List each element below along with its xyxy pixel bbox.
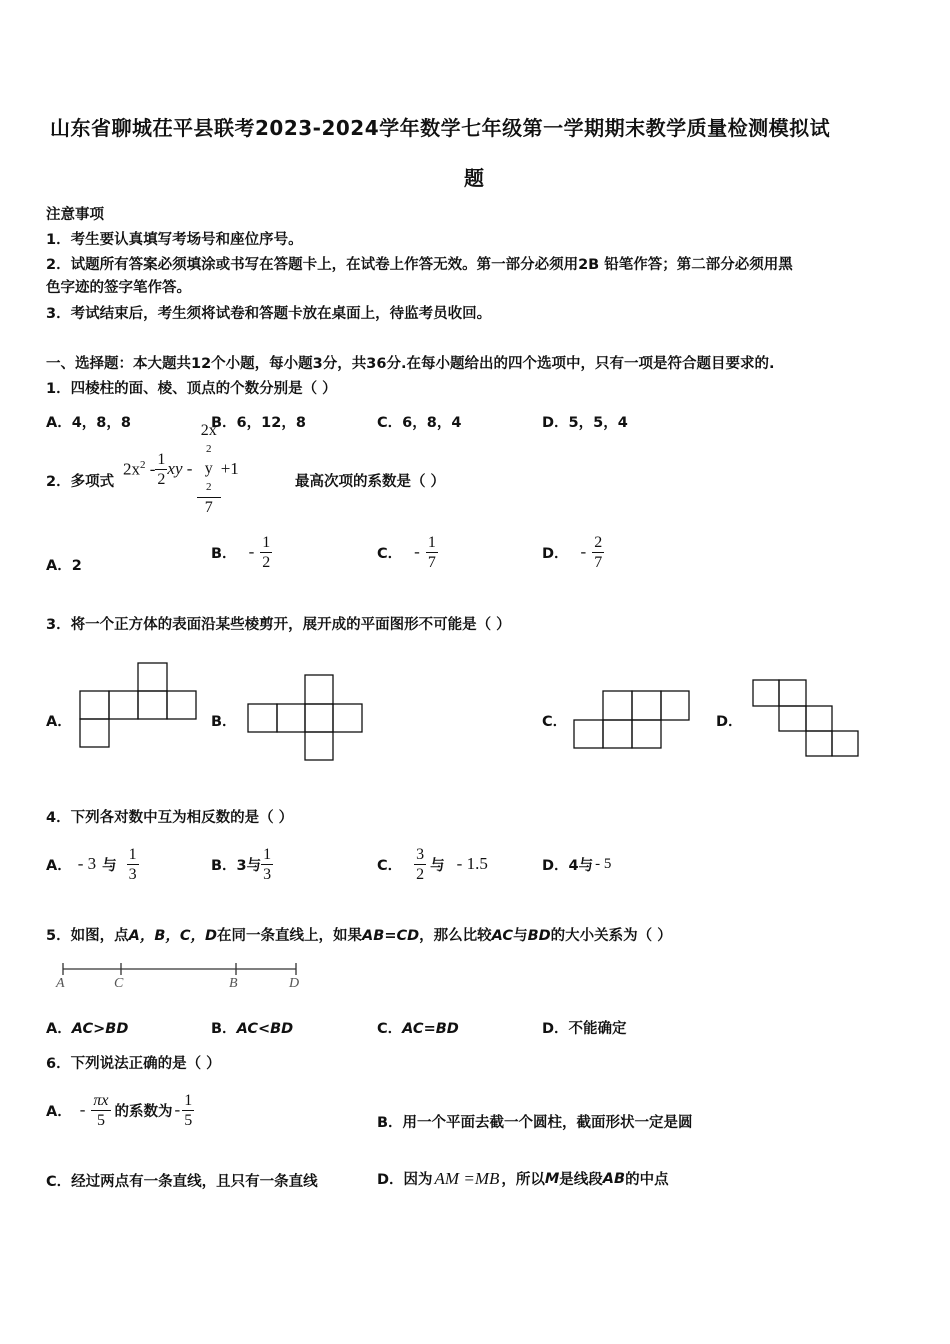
notice-heading: 注意事项 <box>46 207 104 223</box>
q2-option-c: C． - $\frac{1}{7}$ <box>377 533 436 571</box>
page-title-line1: 山东省聊城茌平县联考2023-2024学年数学七年级第一学期期末教学质量检测模拟试 <box>50 116 831 140</box>
q2-polynomial: $2x^2$ - $\frac{1}{2}$ xy - 2x 2 y 2 7 +1 <box>123 422 239 516</box>
q2-option-a: A．2 <box>46 558 82 574</box>
q6-option-d: D．因为 AM =MB ，所以 M 是线段 AB 的中点 <box>377 1168 669 1188</box>
label-a: A <box>56 976 65 991</box>
q4-stem: 4．下列各对数中互为相反数的是（ ） <box>46 810 294 826</box>
q6-option-b: B．用一个平面去截一个圆柱，截面形状一定是圆 <box>377 1115 693 1131</box>
q5-option-a: A．AC>BD <box>46 1021 129 1037</box>
q1-option-b: B．6，12，8 <box>211 415 306 431</box>
q5-option-d: D．不能确定 <box>542 1021 627 1037</box>
q4-option-a: A． - 3 与 $\frac{1}{3}$ <box>46 845 137 883</box>
q3-stem: 3．将一个正方体的表面沿某些棱剪开，展开成的平面图形不可能是（ ） <box>46 617 511 633</box>
q1-option-d: D．5，5，4 <box>542 415 628 431</box>
q4-option-c: C． $\frac{3}{2}$ 与 - 1.5 <box>377 845 488 883</box>
q3-option-c-label: C． <box>542 714 568 730</box>
q4-option-d: D．4与 - 5 <box>542 855 612 874</box>
q5-stem: 5．如图，点A，B，C，D在同一条直线上，如果AB=CD，那么比较AC与BD的大小关系为（ ） <box>46 928 672 944</box>
notice-item-1: 1．考生要认真填写考场号和座位序号。 <box>46 232 303 248</box>
q1-option-c: C．6，8，4 <box>377 415 462 431</box>
q2-option-d: D． - $\frac{2}{7}$ <box>542 533 603 571</box>
notice-item-2-cont: 色字迹的签字笔作答。 <box>46 280 191 296</box>
label-d: D <box>289 976 300 991</box>
q5-option-c: C．AC=BD <box>377 1021 459 1037</box>
notice-item-2: 2．试题所有答案必须填涂或书写在答题卡上，在试卷上作答无效。第一部分必须用2B 铅笔作答；第二部分必须用黑 <box>46 257 793 273</box>
q3-option-b-label: B． <box>211 714 237 730</box>
q4-option-b: B．3与 $\frac{1}{3}$ <box>211 845 272 883</box>
q6-option-c: C．经过两点有一条直线，且只有一条直线 <box>46 1174 318 1190</box>
section-heading: 一、选择题：本大题共12个小题，每小题3分，共36分.在每小题给出的四个选项中，只有一项是符合题目要求的. <box>46 356 775 372</box>
q1-stem: 1．四棱柱的面、棱、顶点的个数分别是（ ） <box>46 381 337 397</box>
q5-option-b: B．AC<BD <box>211 1021 294 1037</box>
q2-prefix: 2．多项式 <box>46 474 115 490</box>
q2-suffix: 最高次项的系数是（ ） <box>295 474 446 490</box>
q1-option-a: A．4，8，8 <box>46 415 131 431</box>
label-c: C <box>114 976 124 991</box>
q6-option-a: A． - $\frac{\pi x}{5}$ 的系数为 - $\frac{1}{5}$ <box>46 1091 193 1129</box>
q2-option-b: B． - $\frac{1}{2}$ <box>211 533 271 571</box>
q3-option-a-label: A． <box>46 714 72 730</box>
label-b: B <box>229 976 238 991</box>
page-title-line2: 题 <box>464 166 485 190</box>
q3-option-d-label: D． <box>716 714 743 730</box>
notice-item-3: 3．考试结束后，考生须将试卷和答题卡放在桌面上，待监考员收回。 <box>46 306 492 322</box>
q6-stem: 6．下列说法正确的是（ ） <box>46 1056 221 1072</box>
